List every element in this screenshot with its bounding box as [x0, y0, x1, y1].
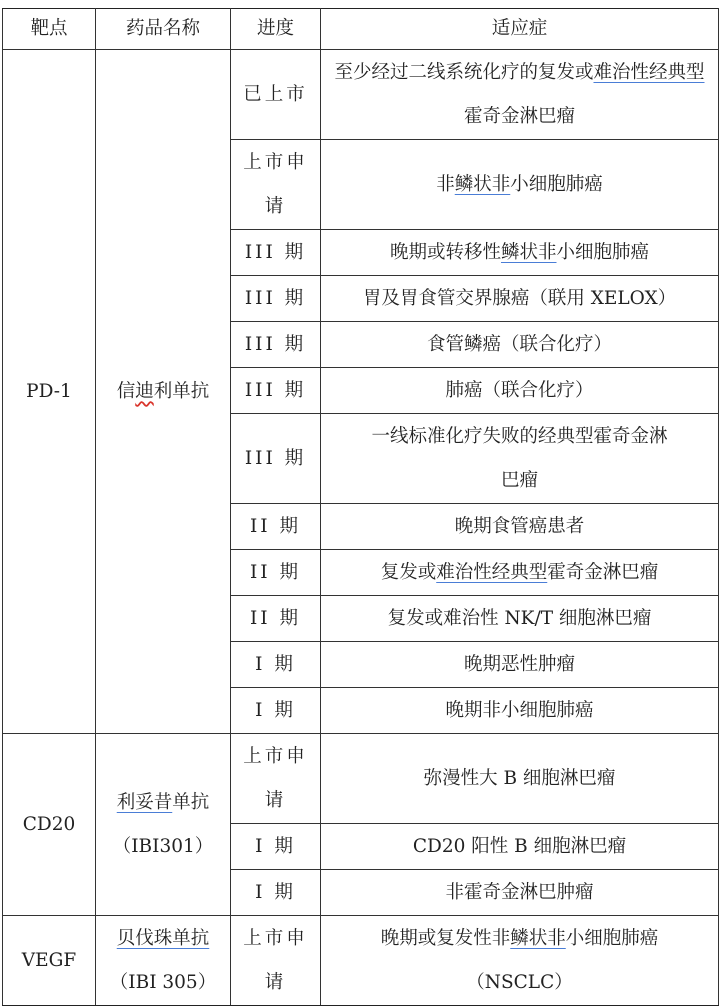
drug-name-part: 利单抗: [153, 380, 210, 402]
indication-part: 小细胞肺癌: [556, 241, 650, 263]
table-row: [3, 50, 719, 140]
progress-cell: [231, 916, 321, 1006]
indication-part: 至少经过二线系统化疗的复发或: [334, 61, 594, 83]
indication-cell: 弥漫性大 B 细胞淋巴瘤: [321, 734, 719, 824]
indication-underlined: 鳞状非: [500, 241, 557, 263]
progress-cell: I 期: [231, 642, 321, 688]
indication-cell: [321, 916, 719, 1006]
drug-name-underlined: 贝伐珠单抗: [116, 927, 210, 949]
progress-cell: II 期: [231, 504, 321, 550]
indication-cell: [321, 230, 719, 276]
progress-cell: II 期: [231, 596, 321, 642]
indication-part: 霍奇金淋巴瘤: [547, 561, 659, 583]
indication-part: 晚期或转移性: [389, 241, 501, 263]
header-row: [3, 9, 719, 50]
indication-cell: [321, 550, 719, 596]
progress-cell: I 期: [231, 824, 321, 870]
indication-cell: 非霍奇金淋巴肿瘤: [321, 870, 719, 916]
drug-code: （IBI 305）: [109, 971, 217, 993]
header-indication: 适应症: [321, 9, 719, 50]
progress-cell: I 期: [231, 688, 321, 734]
progress-cell: III 期: [231, 322, 321, 368]
progress-cell: I 期: [231, 870, 321, 916]
drug-cell: [96, 734, 231, 916]
target-cell: PD-1: [3, 50, 96, 734]
indication-underlined: 性经典型: [630, 61, 705, 83]
indication-cell: 晚期食管癌患者: [321, 504, 719, 550]
indication-cell: 胃及胃食管交界腺癌（联用 XELOX）: [321, 276, 719, 322]
header-drug: 药品名称: [96, 9, 231, 50]
table-row: [3, 916, 719, 1006]
indication-part: 晚期或复发性非: [380, 927, 511, 949]
progress-cell: [231, 734, 321, 824]
indication-cell: [321, 50, 719, 140]
indication-cell: 复发或难治性 NK/T 细胞淋巴瘤: [321, 596, 719, 642]
indication-cell: CD20 阳性 B 细胞淋巴瘤: [321, 824, 719, 870]
indication-line: 一线标准化疗失败的经典型霍奇金淋: [371, 425, 668, 447]
indication-cell: 晚期恶性肿瘤: [321, 642, 719, 688]
indication-line: 巴瘤: [500, 469, 538, 491]
indication-part: 非: [436, 173, 455, 195]
drug-name-part: 单抗: [172, 791, 210, 813]
drug-name-underlined: 利妥昔: [116, 791, 173, 813]
progress-cell: III 期: [231, 414, 321, 504]
progress-line: 请: [264, 789, 287, 811]
indication-cell: 晚期非小细胞肺癌: [321, 688, 719, 734]
drug-name-flagged: 迪: [135, 380, 154, 402]
drug-pipeline-table: [2, 8, 719, 1006]
indication-underlined: 难治: [593, 61, 631, 83]
drug-code: （IBI301）: [112, 835, 214, 857]
drug-cell: [96, 916, 231, 1006]
drug-name-part: 信: [116, 380, 136, 402]
indication-part: 小细胞肺癌: [565, 927, 659, 949]
progress-line: 请: [264, 971, 287, 993]
indication-underlined: 鳞状非: [454, 173, 511, 195]
indication-part: 小细胞肺癌: [510, 173, 603, 195]
indication-line: [327, 917, 712, 961]
indication-line: （NSCLC）: [466, 971, 573, 993]
indication-underlined: 难治性经典型: [436, 561, 548, 583]
progress-cell: III 期: [231, 230, 321, 276]
target-cell: VEGF: [3, 916, 96, 1006]
progress-line: 上市申: [243, 745, 308, 767]
progress-cell: III 期: [231, 276, 321, 322]
progress-line: 上市申: [243, 151, 308, 173]
progress-cell: II 期: [231, 550, 321, 596]
table-row: [3, 734, 719, 824]
progress-line: 请: [264, 195, 287, 217]
drug-cell: [96, 50, 231, 734]
indication-cell: 肺癌（联合化疗）: [321, 368, 719, 414]
target-cell: CD20: [3, 734, 96, 916]
progress-cell: 已上市: [231, 50, 321, 140]
progress-cell: III 期: [231, 368, 321, 414]
indication-part: 霍奇金淋巴瘤: [463, 105, 575, 127]
indication-cell: [321, 140, 719, 230]
indication-part: 复发或: [380, 561, 437, 583]
drug-name-line: [102, 781, 224, 825]
progress-line: 上市申: [243, 927, 308, 949]
indication-underlined: 鳞状非: [510, 927, 566, 949]
header-progress: 进度: [231, 9, 321, 50]
header-target: 靶点: [3, 9, 96, 50]
indication-cell: 食管鳞癌（联合化疗）: [321, 322, 719, 368]
progress-cell: [231, 140, 321, 230]
indication-cell: [321, 414, 719, 504]
